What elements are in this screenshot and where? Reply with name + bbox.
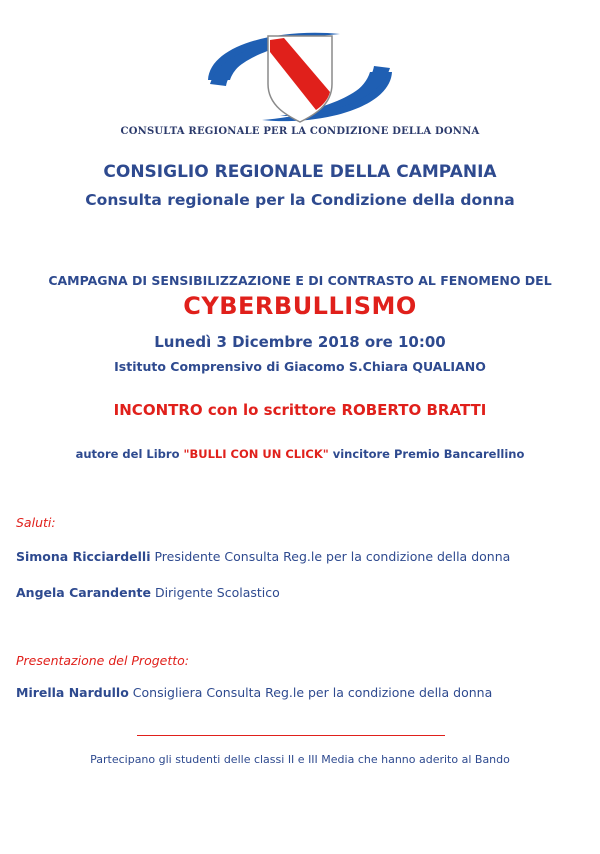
speaker-name: Angela Carandente [16,585,151,600]
speaker-role: Presidente Consulta Reg.le per la condizione della donna [150,549,511,564]
campaign-heading: CAMPAGNA DI SENSIBILIZZAZIONE E DI CONTRASTO AL FENOMENO DEL [48,273,552,288]
book-line [0,447,600,461]
speaker-row [16,549,510,564]
speaker-role: Dirigente Scolastico [150,585,280,600]
consulta-header-small: CONSULTA REGIONALE PER LA CONDIZIONE DELLA DONNA [120,126,480,137]
book-line-prefix: autore del Libro [75,447,184,461]
incontro-heading: INCONTRO con lo scrittore ROBERTO BRATTI [113,401,487,419]
event-date: Lunedì 3 Dicembre 2018 ore 10:00 [154,333,446,351]
speaker-row [16,585,280,600]
speaker-name: Simona Ricciardelli [16,549,151,564]
page-title: CONSIGLIO REGIONALE DELLA CAMPANIA [103,162,497,182]
participants-note: Partecipano gli studenti delle classi II e III Media che hanno aderito al Bando [90,753,510,766]
speaker-name: Mirella Nardullo [16,685,129,700]
event-location: Istituto Comprensivo di Giacomo S.Chiara QUALIANO [114,359,486,374]
campania-region-emblem-icon [200,22,400,132]
speaker-row [16,685,492,700]
book-title: "BULLI CON UN CLICK" [183,447,329,461]
saluti-label: Saluti: [16,515,56,530]
speaker-role: Consigliera Consulta Reg.le per la condizione della donna [128,685,493,700]
presentazione-label: Presentazione del Progetto: [16,653,190,668]
divider-line [137,735,445,736]
page-subtitle: Consulta regionale per la Condizione della donna [85,191,515,209]
topic-heading: CYBERBULLISMO [183,292,417,320]
book-line-suffix: vincitore Premio Bancarellino [328,447,525,461]
